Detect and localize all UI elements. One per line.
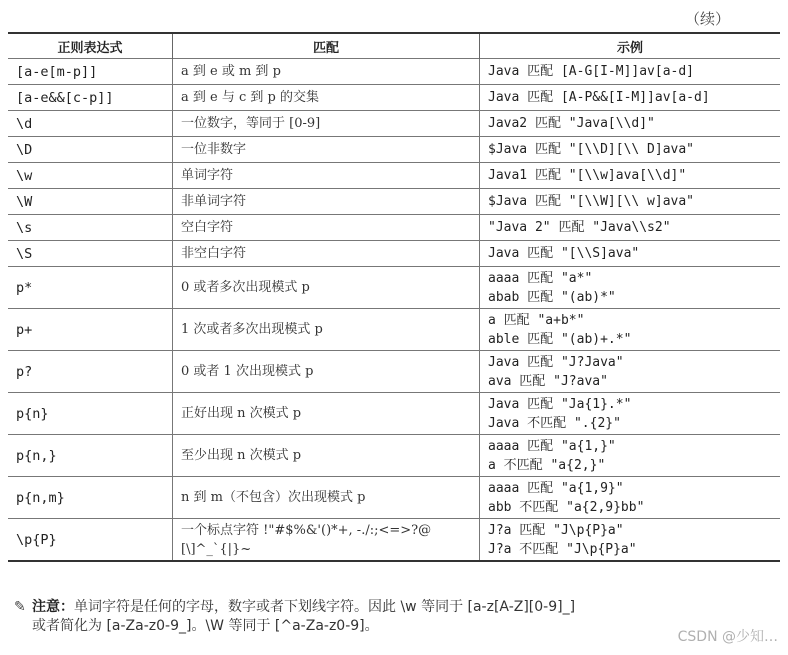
- table-row: [8, 59, 780, 85]
- watermark: CSDN @少知…: [677, 629, 778, 645]
- table-row: [8, 241, 780, 267]
- table-row: [8, 163, 780, 189]
- example-cell: [480, 309, 781, 351]
- example-cell: [480, 59, 781, 85]
- table-row: [8, 393, 780, 435]
- pen-icon: ✎: [14, 599, 26, 615]
- regex-expression: \p{P}: [8, 519, 173, 562]
- match-line: 单词字符: [181, 168, 234, 183]
- header-example: 示例: [480, 33, 781, 59]
- example-cell: [480, 189, 781, 215]
- match-description: [173, 477, 480, 519]
- example-line: a 匹配 "a+b*": [488, 312, 585, 328]
- table-row: [8, 111, 780, 137]
- regex-expression: \d: [8, 111, 173, 137]
- match-line: n 到 m（不包含）次出现模式 p: [181, 490, 366, 505]
- example-line: Java 匹配 [A-P&&[I-M]]av[a-d]: [488, 90, 710, 105]
- table-row: [8, 215, 780, 241]
- example-cell: [480, 435, 781, 477]
- match-description: [173, 163, 480, 189]
- note-line-1: 单词字符是任何的字母，数字或者下划线字符。因此 \w 等同于 [a-z[A-Z][0-9]_]: [74, 599, 576, 615]
- example-line: Java 匹配 "[\\S]ava": [488, 246, 640, 261]
- table-row: [8, 85, 780, 111]
- regex-expression: \W: [8, 189, 173, 215]
- match-description: [173, 137, 480, 163]
- match-description: [173, 393, 480, 435]
- match-line: 正好出现 n 次模式 p: [181, 406, 302, 421]
- header-expr: 正则表达式: [57, 40, 123, 56]
- match-line: [\]^_`{|}~: [181, 541, 252, 557]
- match-line: 0 或者多次出现模式 p: [181, 280, 310, 295]
- match-description: [173, 59, 480, 85]
- match-line: 一位非数字: [181, 142, 247, 157]
- example-cell: [480, 137, 781, 163]
- match-description: [173, 309, 480, 351]
- example-cell: [480, 477, 781, 519]
- example-line: aaaa 匹配 "a{1,}": [488, 438, 616, 454]
- example-cell: [480, 519, 781, 562]
- match-description: [173, 267, 480, 309]
- match-line: a 到 e 与 c 到 p 的交集: [181, 90, 319, 105]
- regex-expression: \w: [8, 163, 173, 189]
- example-line: $Java 匹配 "[\\D][\\ D]ava": [488, 142, 695, 157]
- table-header-row: [8, 33, 780, 59]
- match-line: 非空白字符: [181, 246, 247, 261]
- regex-expression: [a-e[m-p]]: [8, 59, 173, 85]
- table-row: [8, 189, 780, 215]
- match-line: 一个标点字符 !"#$%&'()*+, -./:;<=>?@: [181, 522, 432, 538]
- example-line: a 不匹配 "a{2,}": [488, 457, 606, 473]
- table-row: [8, 435, 780, 477]
- example-line: $Java 匹配 "[\\W][\\ w]ava": [488, 194, 695, 209]
- match-description: [173, 351, 480, 393]
- match-line: a 到 e 或 m 到 p: [181, 64, 281, 79]
- table-row: [8, 267, 780, 309]
- regex-expression: p*: [8, 267, 173, 309]
- match-description: [173, 189, 480, 215]
- regex-expression: \S: [8, 241, 173, 267]
- match-description: [173, 435, 480, 477]
- example-line: able 匹配 "(ab)+.*": [488, 331, 632, 347]
- match-line: 空白字符: [181, 220, 234, 235]
- table-row: [8, 519, 780, 562]
- table-row: [8, 351, 780, 393]
- example-cell: [480, 111, 781, 137]
- match-description: [173, 215, 480, 241]
- note-line-2: 或者简化为 [a-Za-z0-9_]。\W 等同于 [^a-Za-z0-9]。: [32, 618, 379, 634]
- note-block: [14, 598, 784, 636]
- example-cell: [480, 215, 781, 241]
- example-cell: [480, 85, 781, 111]
- example-line: aaaa 匹配 "a*": [488, 270, 593, 286]
- regex-expression: \D: [8, 137, 173, 163]
- example-cell: [480, 241, 781, 267]
- match-description: [173, 111, 480, 137]
- regex-expression: \s: [8, 215, 173, 241]
- regex-expression: p?: [8, 351, 173, 393]
- example-line: "Java 2" 匹配 "Java\\s2": [488, 220, 671, 235]
- table-row: [8, 137, 780, 163]
- example-cell: [480, 393, 781, 435]
- example-line: Java2 匹配 "Java[\\d]": [488, 116, 655, 131]
- example-line: ava 匹配 "J?ava": [488, 373, 608, 389]
- example-cell: [480, 163, 781, 189]
- regex-table: [8, 32, 780, 562]
- regex-expression: [a-e&&[c-p]]: [8, 85, 173, 111]
- regex-expression: p{n,m}: [8, 477, 173, 519]
- match-line: 0 或者 1 次出现模式 p: [181, 364, 314, 379]
- example-line: J?a 匹配 "J\p{P}a": [488, 522, 624, 538]
- example-line: abab 匹配 "(ab)*": [488, 289, 616, 305]
- example-line: aaaa 匹配 "a{1,9}": [488, 480, 624, 496]
- continued-label: （续）: [684, 10, 730, 28]
- match-description: [173, 85, 480, 111]
- table-row: [8, 477, 780, 519]
- table-row: [8, 309, 780, 351]
- example-line: Java 匹配 "Ja{1}.*": [488, 396, 632, 412]
- regex-expression: p{n}: [8, 393, 173, 435]
- regex-expression: p{n,}: [8, 435, 173, 477]
- match-line: 至少出现 n 次模式 p: [181, 448, 302, 463]
- match-description: [173, 519, 480, 562]
- example-line: Java1 匹配 "[\\w]ava[\\d]": [488, 168, 687, 183]
- match-description: [173, 241, 480, 267]
- example-line: Java 匹配 [A-G[I-M]]av[a-d]: [488, 64, 695, 79]
- note-label: 注意：: [32, 599, 74, 615]
- header-match: 匹配: [173, 33, 480, 59]
- example-line: J?a 不匹配 "J\p{P}a": [488, 541, 637, 557]
- regex-expression: p+: [8, 309, 173, 351]
- example-line: Java 不匹配 ".{2}": [488, 415, 621, 431]
- example-cell: [480, 351, 781, 393]
- example-line: Java 匹配 "J?Java": [488, 354, 624, 370]
- example-line: abb 不匹配 "a{2,9}bb": [488, 499, 645, 515]
- example-cell: [480, 267, 781, 309]
- match-line: 非单词字符: [181, 194, 247, 209]
- match-line: 一位数字，等同于 [0-9]: [181, 116, 321, 131]
- match-line: 1 次或者多次出现模式 p: [181, 322, 323, 337]
